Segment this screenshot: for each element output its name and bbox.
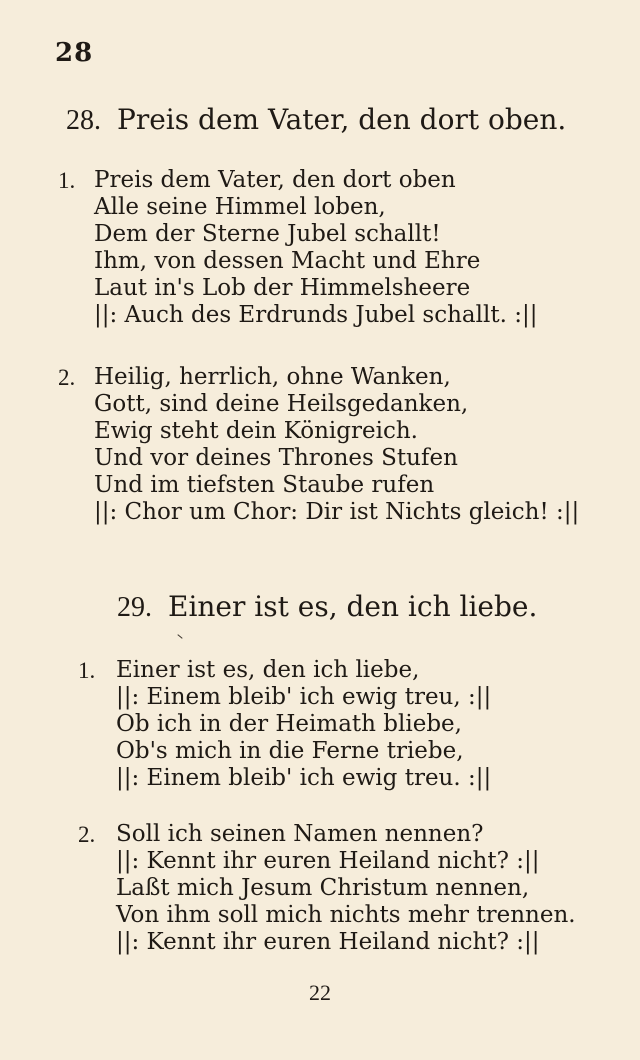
page-number-top: 28 bbox=[55, 38, 94, 68]
verse-line: Dem der Sterne Jubel schallt! bbox=[94, 221, 441, 247]
stanza-number: 2. bbox=[78, 822, 96, 847]
verse-line-repeat: ||: Auch des Erdrunds Jubel schallt. :|| bbox=[94, 302, 538, 328]
verse-line-repeat: ||: Kennt ihr euren Heiland nicht? :|| bbox=[116, 848, 540, 874]
verse-line: Von ihm soll mich nichts mehr trennen. bbox=[116, 902, 576, 928]
verse-line: Und vor deines Thrones Stufen bbox=[94, 445, 458, 471]
verse-line: Gott, sind deine Heilsgedanken, bbox=[94, 391, 469, 417]
verse-line: Laut in's Lob der Himmelsheere bbox=[94, 275, 471, 301]
hymn-title-text: Preis dem Vater, den dort oben. bbox=[117, 103, 567, 136]
verse-line: Ewig steht dein Königreich. bbox=[94, 418, 418, 444]
verse-line: Ihm, von dessen Macht und Ehre bbox=[94, 248, 481, 274]
ink-mark bbox=[177, 634, 182, 639]
verse-line: Ob ich in der Heimath bliebe, bbox=[116, 711, 462, 737]
stanza-lines bbox=[116, 821, 576, 956]
verse-line: Ob's mich in die Ferne triebe, bbox=[116, 738, 464, 764]
page-number-bottom: 22 bbox=[309, 980, 331, 1005]
verse-line: Alle seine Himmel loben, bbox=[94, 194, 386, 220]
stanza-lines bbox=[116, 657, 491, 792]
verse-line-repeat: ||: Kennt ihr euren Heiland nicht? :|| bbox=[116, 929, 540, 955]
hymn-title-text: Einer ist es, den ich liebe. bbox=[168, 590, 538, 623]
verse-line-repeat: ||: Einem bleib' ich ewig treu, :|| bbox=[116, 684, 492, 710]
hymn-number: 29. bbox=[117, 592, 152, 623]
verse-line: Heilig, herrlich, ohne Wanken, bbox=[94, 364, 451, 390]
stanza-number: 1. bbox=[78, 658, 96, 683]
verse-line: Und im tiefsten Staube rufen bbox=[94, 472, 435, 498]
verse-line: Laßt mich Jesum Christum nennen, bbox=[116, 875, 530, 901]
stanza-number: 1. bbox=[58, 168, 76, 193]
verse-line: Soll ich seinen Namen nennen? bbox=[116, 821, 484, 847]
hymn-number: 28. bbox=[66, 105, 101, 136]
verse-line-repeat: ||: Einem bleib' ich ewig treu. :|| bbox=[116, 765, 492, 791]
stanza-lines bbox=[94, 364, 579, 526]
verse-line-repeat: ||: Chor um Chor: Dir ist Nichts gleich! :|| bbox=[94, 499, 580, 525]
verse-line: Preis dem Vater, den dort oben bbox=[94, 167, 456, 193]
hymn-title-28 bbox=[66, 103, 567, 136]
stanza-number: 2. bbox=[58, 365, 76, 390]
stanza-lines bbox=[94, 167, 537, 329]
hymn-title-29 bbox=[117, 590, 538, 623]
verse-line: Einer ist es, den ich liebe, bbox=[116, 657, 420, 683]
